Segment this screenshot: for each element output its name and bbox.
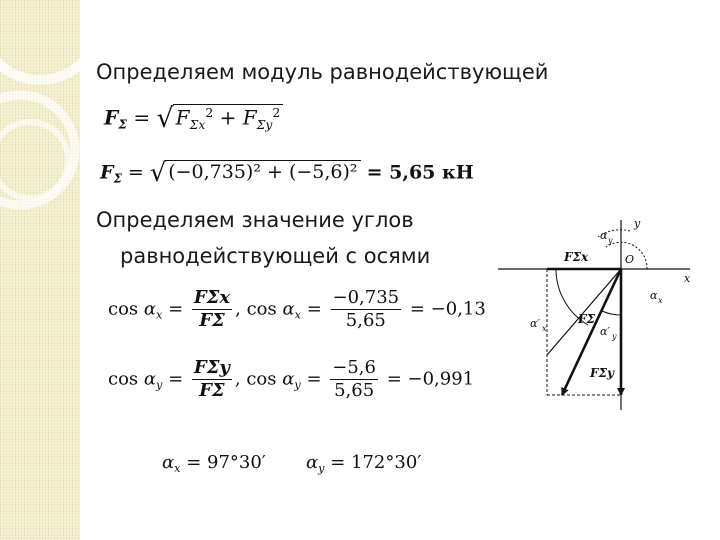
decorative-rings (0, 0, 80, 540)
heading-angles-line1: Определяем значение углов (96, 208, 414, 232)
force-diagram (490, 205, 700, 415)
decorative-sidebar (0, 0, 80, 540)
label-x-axis: x (684, 272, 691, 285)
label-f-sigma-x: FΣx (564, 250, 589, 264)
formula-cos-alpha-y: $\cos \alpha_y$ = $\frac{\text{FΣy}}{F\Sigma}$ , $\cos \alpha_y$ = $\frac{-5,6}{5,65}$ = −0,991 (108, 357, 475, 401)
label-f-sigma-y: FΣy (590, 366, 614, 380)
angle-arc-alpha-y-prime (602, 311, 621, 315)
heading-angles-line2: равнодействующей с осями (120, 244, 431, 268)
formula-modulus-general: $F_\Sigma$ = √ $F_{\Sigma x}^2 + F_{\Sigma y}^2$ (104, 103, 283, 134)
formula-modulus-value: $F_\Sigma$ = √ (−0,735)² + (−5,6)² = 5,65 кН (100, 158, 474, 188)
label-f-sigma: FΣ (578, 312, 596, 326)
label-alpha-y-prime-sub: y (612, 332, 617, 341)
result-alpha-x: $\alpha_x = 97^\circ 30'$ (162, 452, 266, 475)
label-alpha-x-sub: x (658, 296, 663, 305)
formula-cos-alpha-x: $\cos \alpha_x$ = $\frac{\text{FΣx}}{F\Sigma}$ , $\cos \alpha_x$ = $\frac{-0,735}{5,65}$ = −0,13 (108, 287, 486, 331)
label-alpha-x-prime-symbol: α′ (530, 317, 540, 330)
heading-modulus: Определяем модуль равнодействующей (96, 60, 549, 84)
label-alpha-x-symbol: α (650, 289, 658, 302)
label-alpha-y-prime-symbol: α′ (600, 325, 610, 338)
label-alpha-y-symbol: α (600, 229, 608, 242)
label-origin: O (625, 253, 635, 266)
label-alpha-x-prime-sub: x (542, 324, 547, 333)
label-alpha-y-sub: y (608, 236, 613, 245)
result-alpha-y: $\alpha_y = 172^\circ 30'$ (306, 452, 422, 475)
label-y-axis: y (634, 217, 641, 230)
